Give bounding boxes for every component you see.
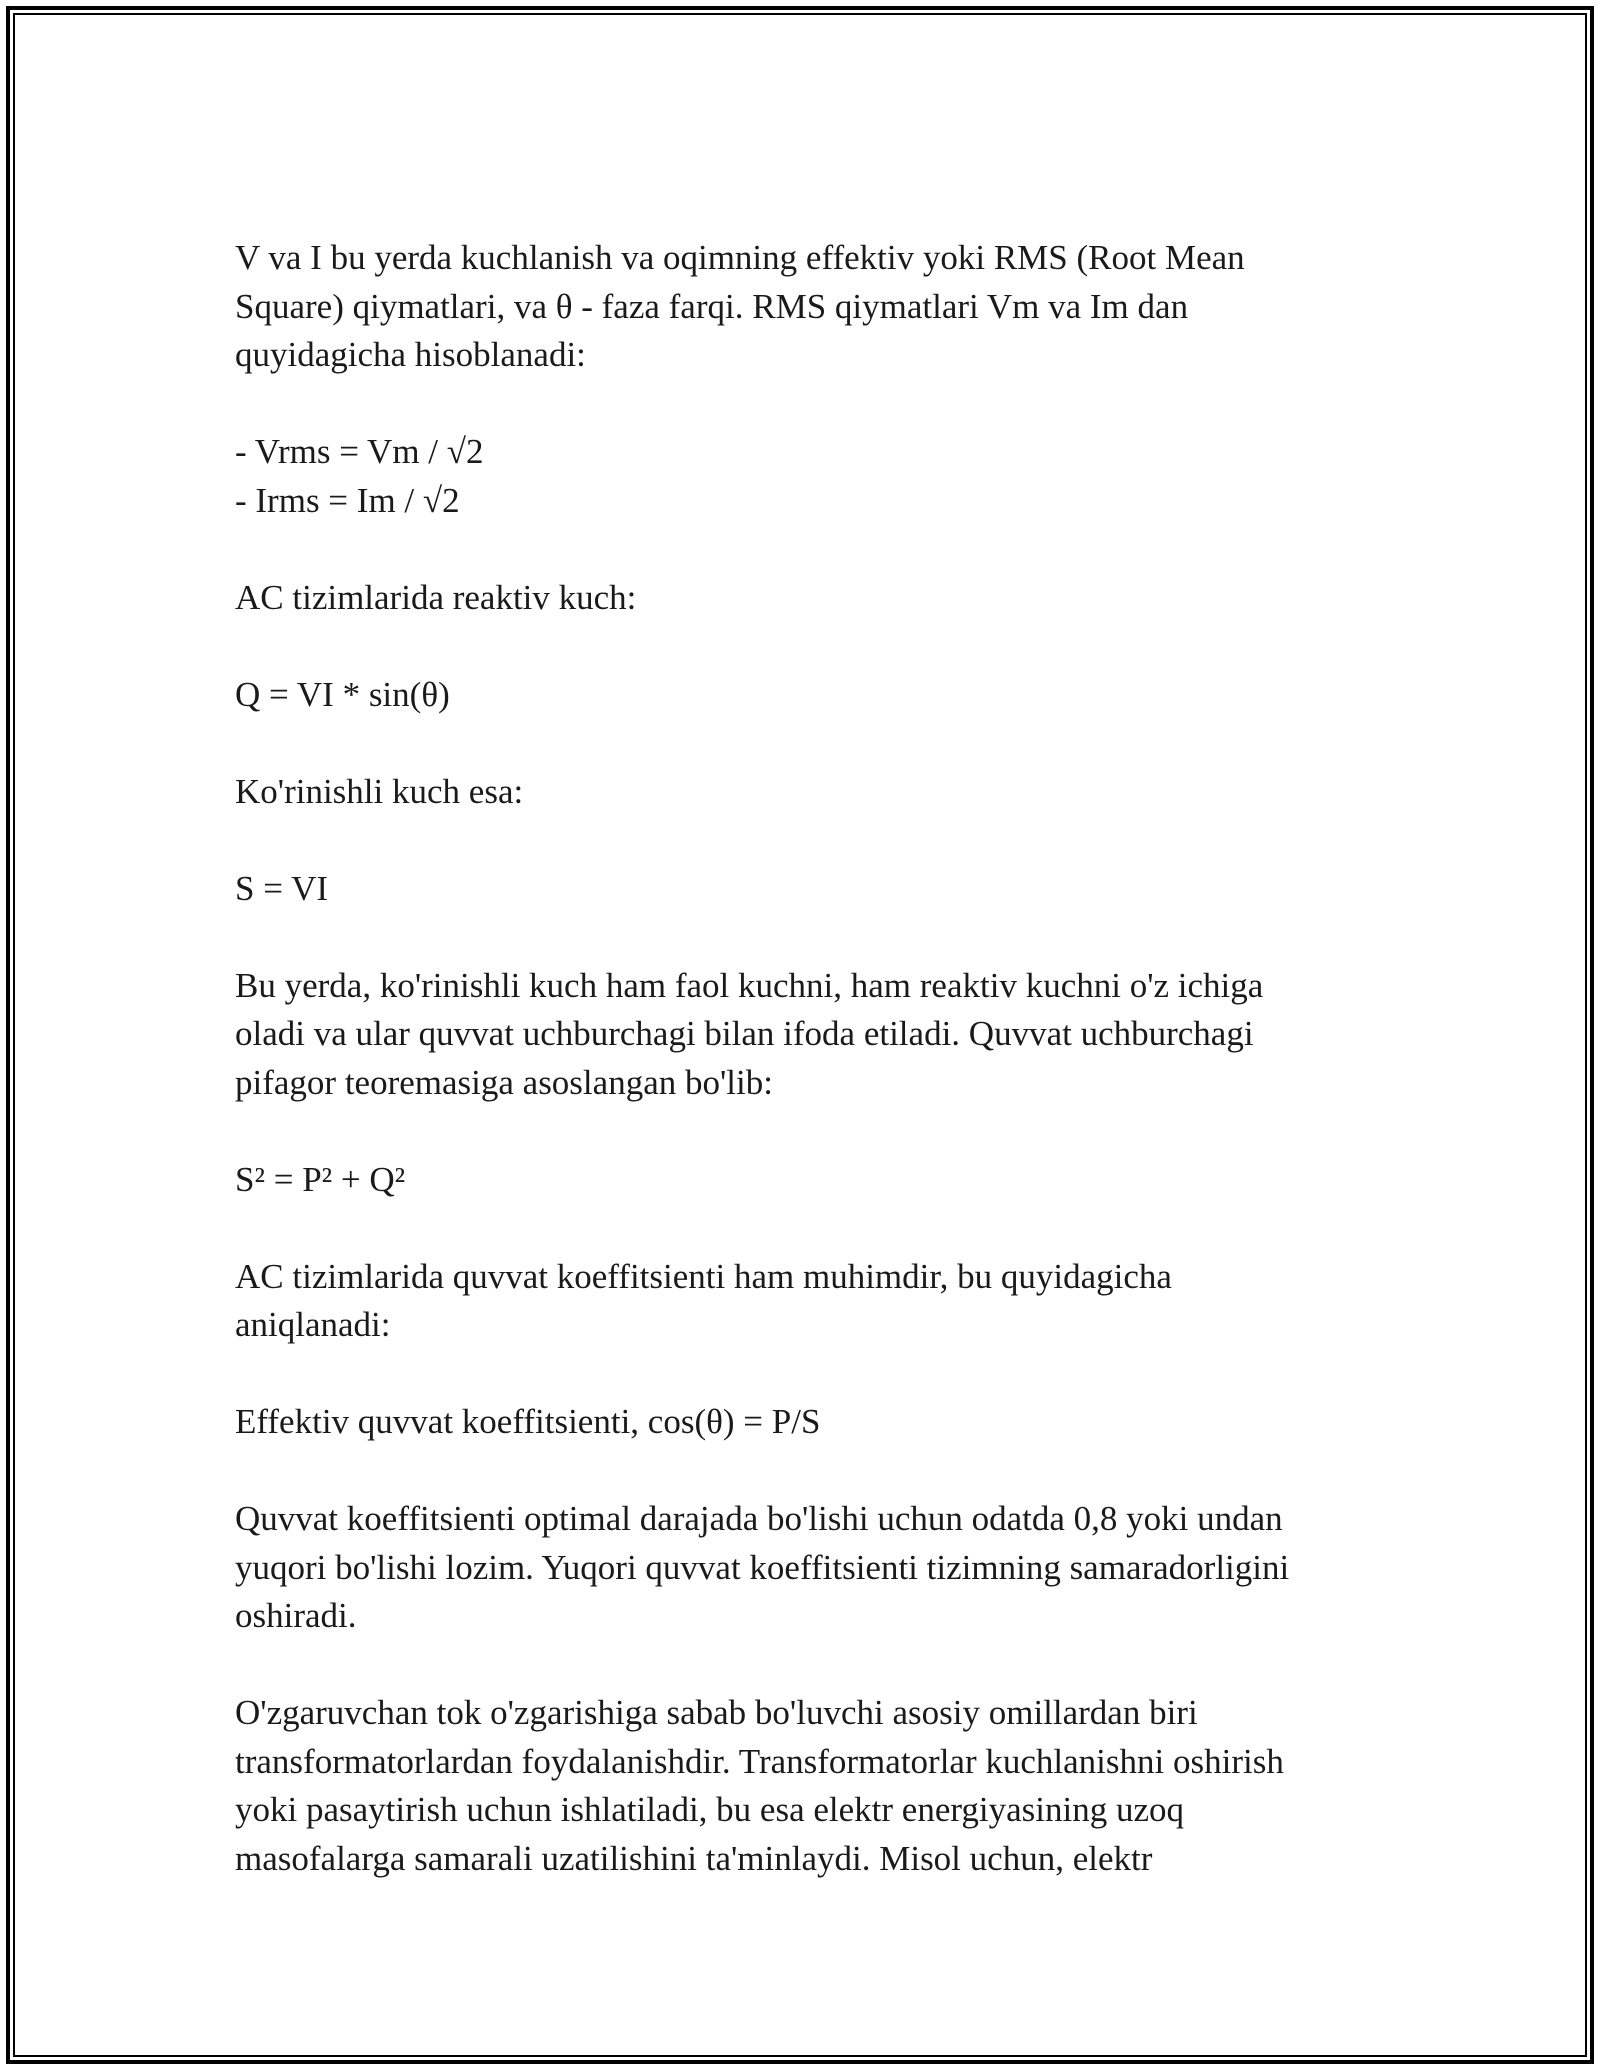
paragraph-gap: [235, 380, 1385, 429]
text-line: pifagor teoremasiga asoslangan bo'lib:: [235, 1062, 773, 1102]
paragraph: [235, 574, 1385, 623]
text-line: quyidagicha hisoblanadi:: [235, 335, 586, 374]
text-line: yuqori bo'lishi lozim. Yuqori quvvat koeffitsienti tizimning samaradorligini: [235, 1547, 1290, 1587]
document-body: [235, 234, 1385, 1883]
paragraph-gap: [235, 913, 1385, 962]
paragraph-gap: [235, 1641, 1385, 1690]
paragraph: [235, 428, 1385, 525]
paragraph-gap: [235, 1350, 1385, 1399]
text-line: Quvvat koeffitsienti optimal darajada bo'lishi uchun odatda 0,8 yoki undan: [235, 1499, 1283, 1538]
paragraph-gap: [235, 622, 1385, 671]
paragraph-gap: [235, 1204, 1385, 1253]
text-line: aniqlanadi:: [235, 1305, 391, 1344]
text-line: Ko'rinishli kuch esa:: [235, 771, 524, 811]
paragraph: [235, 1398, 1385, 1447]
paragraph: [235, 1495, 1385, 1641]
paragraph-gap: [235, 1447, 1385, 1496]
paragraph: [235, 1253, 1385, 1350]
paragraph: [235, 671, 1385, 720]
text-line: S = VI: [235, 868, 329, 908]
text-line: masofalarga samarali uzatilishini ta'minlaydi. Misol uchun, elektr: [235, 1838, 1153, 1878]
text-line: oladi va ular quvvat uchburchagi bilan ifoda etiladi. Quvvat uchburchagi: [235, 1014, 1254, 1053]
text-line: AC tizimlarida reaktiv kuch:: [235, 577, 637, 617]
text-line: S² = P² + Q²: [235, 1159, 406, 1199]
paragraph: [235, 768, 1385, 817]
text-line: yoki pasaytirish uchun ishlatiladi, bu esa elektr energiyasining uzoq: [235, 1790, 1184, 1829]
text-line: Bu yerda, ko'rinishli kuch ham faol kuchni, ham reaktiv kuchni o'z ichiga: [235, 965, 1264, 1005]
paragraph: [235, 234, 1385, 380]
text-line: transformatorlardan foydalanishdir. Transformatorlar kuchlanishni oshirish: [235, 1741, 1284, 1781]
paragraph: [235, 865, 1385, 914]
text-line: Effektiv quvvat koeffitsienti, cos(θ) = P/S: [235, 1402, 821, 1441]
text-line: - Vrms = Vm / √2: [235, 432, 484, 471]
paragraph-gap: [235, 719, 1385, 768]
text-line: Q = VI * sin(θ): [235, 674, 450, 714]
paragraph-gap: [235, 525, 1385, 574]
text-line: Square) qiymatlari, va θ - faza farqi. RMS qiymatlari Vm va Im dan: [235, 286, 1189, 326]
paragraph: [235, 1156, 1385, 1205]
text-line: V va I bu yerda kuchlanish va oqimning effektiv yoki RMS (Root Mean: [235, 238, 1245, 277]
paragraph: [235, 962, 1385, 1108]
text-line: oshiradi.: [235, 1596, 357, 1635]
text-line: O'zgaruvchan tok o'zgarishiga sabab bo'luvchi asosiy omillardan biri: [235, 1693, 1198, 1732]
text-line: AC tizimlarida quvvat koeffitsienti ham muhimdir, bu quyidagicha: [235, 1256, 1172, 1296]
text-line: - Irms = Im / √2: [235, 480, 460, 520]
paragraph-gap: [235, 1107, 1385, 1156]
paragraph-gap: [235, 816, 1385, 865]
paragraph: [235, 1689, 1385, 1883]
